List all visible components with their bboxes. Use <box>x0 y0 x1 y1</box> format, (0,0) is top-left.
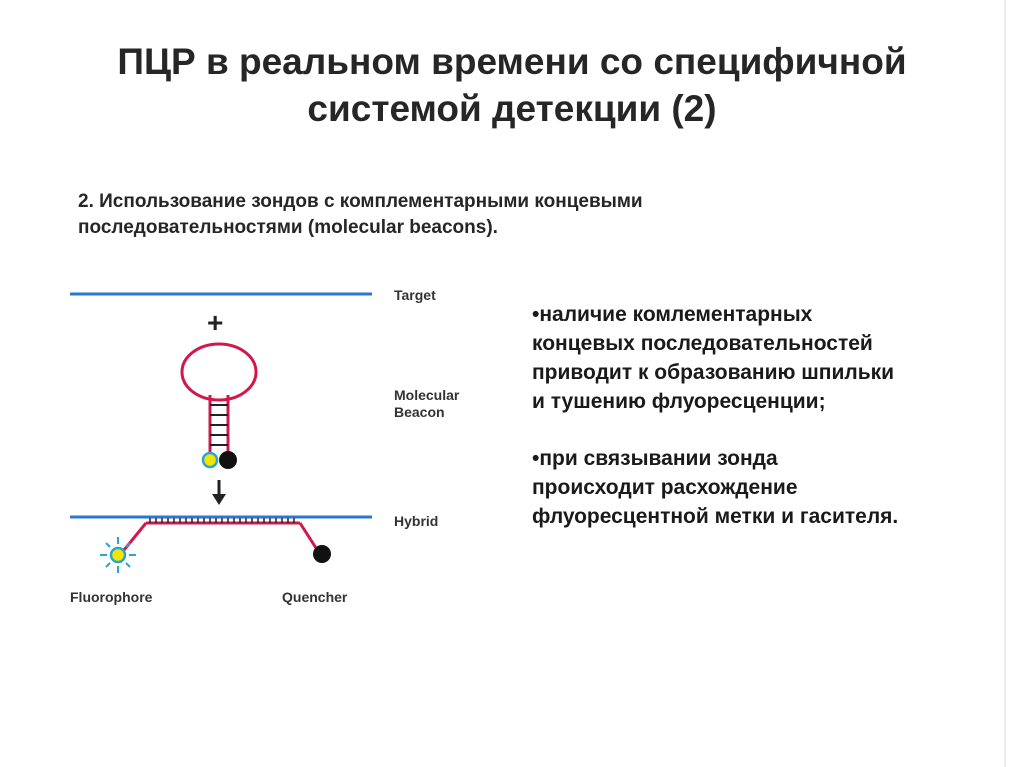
slide-subtitle-line-2: последовательностями (molecular beacons). <box>78 217 498 238</box>
plus-sign: + <box>207 307 224 338</box>
beacon-quencher-dot <box>219 451 237 469</box>
slide-subtitle <box>78 189 778 241</box>
fluorophore-dot <box>111 548 125 562</box>
bullet-line: флуоресцентной метки и гасителя. <box>532 505 899 528</box>
fluorophore-label: Fluorophore <box>70 589 153 605</box>
down-arrow-icon <box>212 494 226 505</box>
slide-subtitle-line-1: 2. Использование зондов с комплементарными концевыми <box>78 191 643 212</box>
beacon-stem-rungs <box>210 405 228 445</box>
hybrid-probe-right-arm <box>300 523 316 548</box>
quencher-label: Quencher <box>282 589 348 605</box>
bullet-line: происходит расхождение <box>532 476 798 499</box>
bullet-line: •при связывании зонда <box>532 447 778 470</box>
bullet-line: концевых последовательностей <box>532 332 873 355</box>
beacon-fluorophore-dot <box>203 453 217 467</box>
bullet-line: приводит к образованию шпильки <box>532 361 895 384</box>
target-label: Target <box>394 287 436 303</box>
beacon-label: Beacon <box>394 404 445 420</box>
molecular-label: Molecular <box>394 387 460 403</box>
molecular-beacon-diagram <box>60 280 480 620</box>
slide-title <box>30 38 994 132</box>
beacon-loop <box>182 344 256 400</box>
bullet-line: и тушению флуоресценции; <box>532 390 826 413</box>
bullet-list <box>532 300 1002 559</box>
slide-title-line-1: ПЦР в реальном времени со специфичной <box>117 41 907 82</box>
bullet-line: •наличие комлементарных <box>532 303 813 326</box>
slide-title-line-2: системой детекции (2) <box>307 88 717 129</box>
quencher-dot <box>313 545 331 563</box>
bullet-item-hairpin <box>532 300 1002 416</box>
slide-edge-divider <box>1004 0 1006 767</box>
bullet-item-binding <box>532 444 1002 531</box>
hybrid-label: Hybrid <box>394 513 439 529</box>
